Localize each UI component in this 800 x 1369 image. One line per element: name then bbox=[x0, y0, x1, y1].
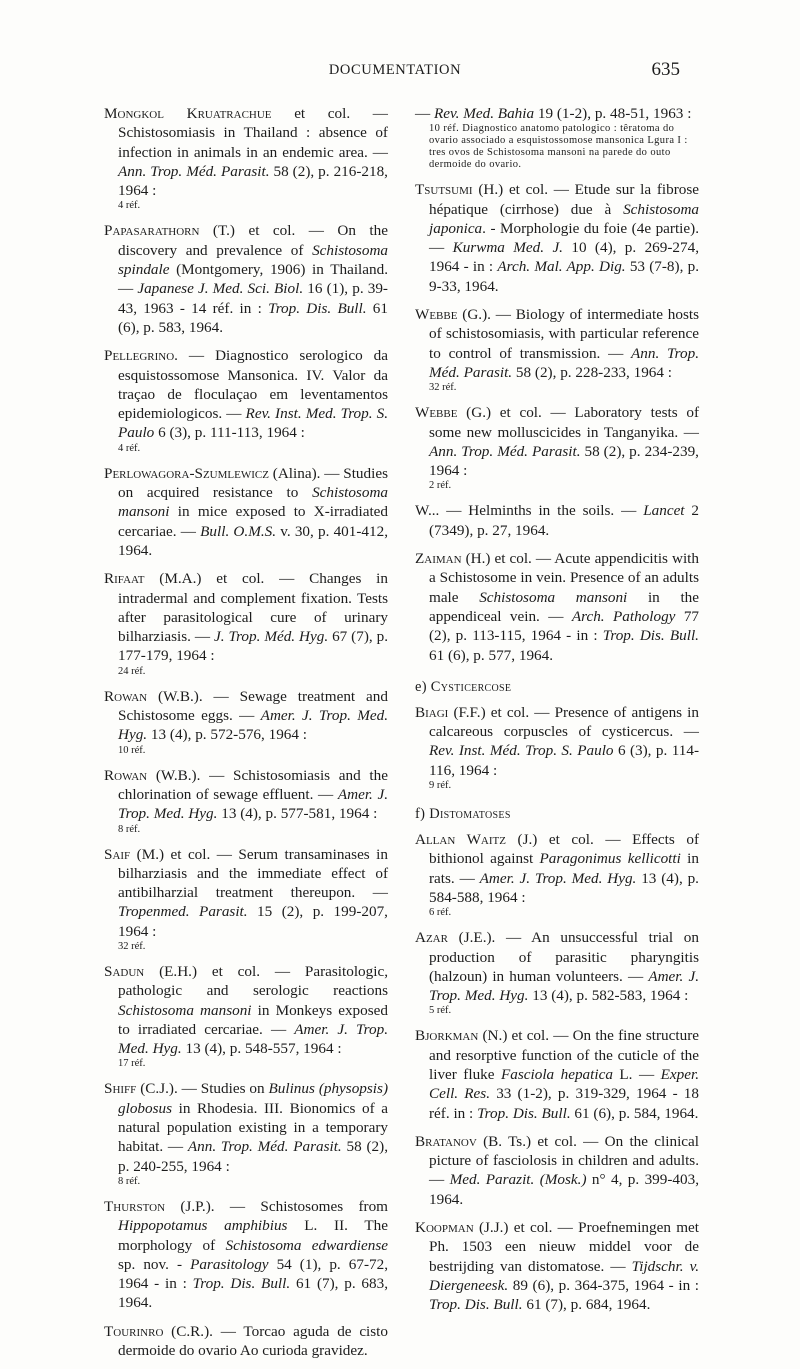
entry-text: sp. nov. - bbox=[118, 1255, 191, 1273]
entry-text: 13 (4), p. 548-557, 1964 : bbox=[181, 1040, 342, 1058]
entry-italic-text: Ann. Trop. Méd. Parasit. bbox=[429, 344, 699, 381]
entry-italic-text: Rev. Med. Bahia bbox=[433, 105, 535, 122]
running-head: DOCUMENTATION bbox=[328, 62, 462, 78]
entry-author: Mongkol Kruatrachue bbox=[104, 105, 272, 122]
bibliography-entry bbox=[415, 830, 699, 919]
entry-italic-text: Ann. Trop. Méd. Parasit. bbox=[187, 1138, 342, 1156]
entry-text: 58 (2), p. 234-239, 1964 : bbox=[429, 442, 699, 480]
bibliography-entry bbox=[415, 104, 699, 171]
entry-text: (G.). — Biology of intermediate hosts of schistosomiasis, with particular reference to control of transmission. — bbox=[429, 306, 699, 362]
entry-italic-text: Trop. Dis. Bull. bbox=[429, 1296, 523, 1314]
entry-text: 33 (1-2), p. 319-329, 1964 - 18 réf. in : bbox=[429, 1085, 699, 1122]
entry-italic-text: Arch. Pathology bbox=[571, 607, 676, 625]
entry-text: (M.A.) et col. — Changes in intradermal and complement fixation. Tests after parasitological cure of urinary bilharziasis. — bbox=[118, 570, 388, 646]
entry-reference-count: 17 réf. bbox=[118, 1058, 146, 1070]
entry-italic-text: J. Trop. Méd. Hyg. bbox=[214, 628, 329, 646]
entry-reference-count: 32 réf. bbox=[429, 382, 457, 394]
entry-author: Bjorkman bbox=[415, 1027, 479, 1045]
section-title: Distomatoses bbox=[429, 806, 511, 823]
entry-text: — bbox=[415, 105, 434, 122]
entry-text: 58 (2), p. 240-255, 1964 : bbox=[118, 1138, 388, 1175]
entry-author: Perlowagora-Szumlewicz bbox=[104, 464, 269, 482]
entry-text: 13 (4), p. 584-588, 1964 : bbox=[429, 869, 699, 906]
entry-author: Rowan bbox=[104, 687, 148, 705]
bibliography-entry bbox=[415, 1132, 699, 1209]
entry-text: 54 (1), p. 67-72, 1964 - in : bbox=[118, 1255, 388, 1293]
entry-italic-text: Schistosoma mansoni bbox=[479, 588, 628, 606]
entry-author: Rowan bbox=[104, 766, 148, 784]
entry-text: (W.B.). — Sewage treatment and Schistosome eggs. — bbox=[118, 687, 388, 725]
entry-text: . - Morphologie du foie (4e partie). — bbox=[429, 219, 699, 257]
entry-author: Webbe bbox=[415, 306, 458, 324]
entry-reference-count: 6 réf. bbox=[429, 907, 452, 919]
entry-reference-count: 4 réf. bbox=[118, 200, 141, 212]
entry-italic-text: Japanese J. Med. Sci. Biol. bbox=[137, 280, 304, 298]
section-prefix: e) bbox=[415, 678, 431, 695]
entry-author: Tsutsumi bbox=[415, 181, 473, 199]
entry-text: (B. Ts.) et col. — On the clinical picture of fasciolosis in children and adults. — bbox=[429, 1132, 699, 1189]
entry-italic-text: Trop. Dis. Bull. bbox=[602, 627, 699, 645]
entry-text: in the appendiceal vein. — bbox=[429, 588, 699, 625]
entry-italic-text: Amer. J. Trop. Med. Hyg. bbox=[118, 785, 389, 823]
entry-text: in Monkeys exposed to irradiated cercariae. — bbox=[118, 1001, 388, 1038]
entry-text: n° 4, p. 399-403, 1964. bbox=[429, 1171, 699, 1208]
bibliography-entry bbox=[415, 928, 699, 1017]
entry-italic-text: Paragonimus kellicotti bbox=[539, 850, 681, 868]
entry-author: Allan Waitz bbox=[415, 831, 506, 849]
entry-italic-text: Fasciola hepatica bbox=[501, 1065, 613, 1083]
entry-italic-text: Hippopotamus amphibius bbox=[118, 1217, 288, 1235]
entry-text: 13 (4), p. 582-583, 1964 : bbox=[528, 987, 689, 1005]
section-prefix: f) bbox=[415, 806, 430, 823]
entry-text: 61 (6), p. 577, 1964. bbox=[429, 646, 554, 664]
entry-text: 6 (3), p. 111-113, 1964 : bbox=[154, 424, 305, 442]
entry-text: (W.B.). — Schistosomiasis and the chlorination of sewage effluent. — bbox=[118, 766, 388, 803]
entry-text: 61 (7), p. 684, 1964. bbox=[522, 1296, 651, 1314]
entry-text: 67 (7), p. 177-179, 1964 : bbox=[118, 628, 388, 665]
entry-text: 58 (2), p. 216-218, 1964 : bbox=[118, 162, 388, 200]
entry-list bbox=[415, 703, 699, 792]
entry-italic-text: Tropenmed. Parasit. bbox=[118, 903, 248, 921]
entry-author: Shiff bbox=[104, 1080, 137, 1098]
entry-text: 2 (7349), p. 27, 1964. bbox=[429, 502, 700, 539]
page-number: 635 bbox=[651, 59, 680, 80]
entry-italic-text: Tijdschr. v. Diergeneesk. bbox=[429, 1257, 699, 1294]
entry-italic-text: Bull. O.M.S. bbox=[200, 522, 277, 540]
entry-italic-text: Med. Parazit. (Mosk.) bbox=[449, 1171, 587, 1189]
entry-italic-text: Exper. Cell. Res. bbox=[429, 1065, 699, 1103]
entry-text: in Rhodesia. III. Bionomics of a natural population existing in a temporary habitat. — bbox=[118, 1099, 388, 1156]
entry-text: 13 (4), p. 572-576, 1964 : bbox=[147, 726, 307, 744]
entry-italic-text: Arch. Mal. App. Dig. bbox=[497, 258, 626, 276]
entry-reference-count: 10 réf. bbox=[118, 744, 146, 756]
entry-italic-text: Schistosoma mansoni bbox=[118, 484, 388, 521]
entry-italic-text: Trop. Dis. Bull. bbox=[268, 299, 367, 317]
entry-text: 77 (2), p. 113-115, 1964 - in : bbox=[429, 607, 700, 645]
entry-italic-text: Schistosoma japonica bbox=[429, 200, 699, 237]
bibliography-entry bbox=[104, 1197, 388, 1313]
entry-reference-count: 8 réf. bbox=[118, 823, 141, 835]
entry-author: Pellegrino bbox=[104, 347, 175, 365]
entry-italic-text: Trop. Dis. Bull. bbox=[477, 1104, 571, 1122]
entry-text: 15 (2), p. 199-207, 1964 : bbox=[118, 903, 388, 940]
section-title: Cysticercose bbox=[430, 678, 512, 695]
entry-text: et col. — Schistosomiasis in Thailand : absence of infection in animals in an endemic area. — bbox=[118, 105, 388, 161]
bibliography-entry bbox=[104, 104, 388, 212]
entry-italic-text: Amer. J. Trop. Med. Hyg. bbox=[118, 707, 388, 744]
entry-author: Koopman bbox=[415, 1219, 474, 1237]
entry-reference-count: 10 réf. Diagnostico anatomo patologico : têratoma do ovario associado a esquistossomose mansonica Lgura I : tres ovos de Schistosoma mansoni na parede do outo dermoide do ovario. bbox=[429, 123, 688, 171]
entry-italic-text: Amer. J. Trop. Med. Hyg. bbox=[118, 1020, 388, 1058]
entry-italic-text: Schistosoma spindale bbox=[118, 241, 388, 279]
page-header bbox=[110, 59, 680, 84]
entry-text: (J.J.) et col. — Proefnemingen met Ph. 1503 een nieuw middel voor de bestrijding van distomatose. — bbox=[429, 1219, 699, 1275]
section-heading-distomatoses bbox=[415, 806, 699, 823]
entry-text: 61 (7), p. 683, 1964. bbox=[118, 1275, 388, 1312]
entry-italic-text: Ann. Trop. Méd. Parasit. bbox=[429, 442, 581, 460]
entry-author: Papasarathorn bbox=[104, 222, 200, 240]
bibliography-entry bbox=[104, 221, 388, 337]
entry-author: Sadun bbox=[104, 962, 145, 980]
entry-author: Bratanov bbox=[415, 1132, 477, 1150]
entry-text: 61 (6), p. 584, 1964. bbox=[570, 1104, 699, 1122]
entry-text: 13 (4), p. 577-581, 1964 : bbox=[217, 805, 378, 823]
entry-italic-text: Parasitology bbox=[190, 1255, 269, 1273]
right-column bbox=[415, 104, 699, 1324]
entry-text: L. — bbox=[612, 1065, 661, 1083]
entry-italic-text: Amer. J. Trop. Med. Hyg. bbox=[429, 967, 700, 1005]
entry-reference-count: 9 réf. bbox=[429, 780, 452, 792]
bibliography-entry bbox=[104, 569, 388, 677]
entry-reference-count: 32 réf. bbox=[118, 940, 146, 952]
entry-text: (G.) et col. — Laboratory tests of some new molluscicides in Tanganyika. — bbox=[429, 404, 699, 441]
entry-italic-text: Trop. Dis. Bull. bbox=[192, 1275, 291, 1293]
entry-text: (N.) et col. — On the fine structure and resorptive function of the cuticle of the liver fluke bbox=[429, 1027, 699, 1083]
entry-list bbox=[104, 104, 388, 1360]
entry-list bbox=[415, 104, 699, 665]
entry-text: (M.) et col. — Serum transaminases in bilharziasis and the immediate effect of antibilharzial treatment thereupon. — bbox=[118, 845, 388, 902]
bibliography-entry bbox=[415, 501, 699, 540]
bibliography-entry bbox=[104, 464, 388, 560]
entry-author: Rifaat bbox=[104, 570, 145, 588]
bibliography-entry bbox=[415, 403, 699, 492]
bibliography-entry bbox=[104, 962, 388, 1070]
entry-text: — Helminths in the soils. — bbox=[439, 502, 644, 520]
entry-italic-text: Rev. Inst. Med. Trop. S. Paulo bbox=[118, 405, 388, 442]
bibliography-entry bbox=[104, 346, 388, 454]
entry-author: Tourinro bbox=[104, 1322, 164, 1340]
entry-author: Biagi bbox=[415, 703, 449, 721]
entry-text: 53 (7-8), p. 9-33, 1964. bbox=[429, 258, 699, 295]
bibliography-entry bbox=[104, 687, 388, 757]
entry-text: v. 30, p. 401-412, 1964. bbox=[118, 522, 388, 559]
section-heading-cysticercose bbox=[415, 679, 699, 696]
entry-author: Zaiman bbox=[415, 550, 462, 568]
entry-text: 16 (1), p. 39-43, 1963 - 14 réf. in : bbox=[118, 280, 388, 317]
bibliography-entry bbox=[415, 1218, 699, 1314]
entry-italic-text: Schistosoma edwardiense bbox=[225, 1236, 388, 1254]
entry-italic-text: Rev. Inst. Méd. Trop. S. Paulo bbox=[429, 742, 614, 760]
bibliography-entry bbox=[415, 703, 699, 792]
entry-text: . — Diagnostico serologico da esquistossomose Mansonica. IV. Valor da traçao de floculaçao em leventamentos epidemiologicos. — bbox=[118, 347, 388, 423]
entry-reference-count: 24 réf. bbox=[118, 665, 146, 677]
left-column bbox=[104, 104, 388, 1369]
entry-author: Thurston bbox=[104, 1197, 166, 1215]
entry-text: 6 (3), p. 114-116, 1964 : bbox=[429, 742, 699, 779]
entry-text: 58 (2), p. 228-233, 1964 : bbox=[512, 363, 672, 381]
entry-reference-count: 4 réf. bbox=[118, 442, 141, 454]
bibliography-entry bbox=[104, 845, 388, 953]
entry-text: L. II. The morphology of bbox=[118, 1217, 388, 1254]
entry-text: 10 (4), p. 269-274, 1964 - in : bbox=[429, 239, 699, 276]
entry-text: (C.R.). — Torcao aguda de cisto dermoide do ovario Ao curioda gravidez. bbox=[118, 1322, 388, 1360]
entry-reference-count: 5 réf. bbox=[429, 1005, 452, 1017]
entry-text: (T.) et col. — On the discovery and prevalence of bbox=[118, 222, 388, 259]
entry-text: 89 (6), p. 364-375, 1964 - in : bbox=[508, 1276, 699, 1294]
entry-author: Webbe bbox=[415, 404, 458, 422]
bibliography-entry bbox=[415, 1026, 699, 1122]
entry-italic-text: Schistosoma mansoni bbox=[118, 1001, 252, 1019]
entry-italic-text: Ann. Trop. Méd. Parasit. bbox=[118, 162, 270, 180]
entry-text: (H.) et col. — Acute appendicitis with a Schistosome in vein. Presence of an adults male bbox=[429, 550, 699, 606]
entry-text: (Montgomery, 1906) in Thailand. — bbox=[118, 261, 388, 298]
entry-italic-text: Kurwma Med. J. bbox=[452, 239, 563, 257]
entry-text: (H.) et col. — Etude sur la fibrose hépatique (cirrhose) due à bbox=[429, 181, 699, 218]
bibliography-entry bbox=[104, 766, 388, 836]
entry-text: (J.E.). — An unsuccessful trial on production of parasitic pharyngitis (halzoun) in human volunteers. — bbox=[429, 929, 699, 985]
entry-italic-text: Bulinus (physopsis) globosus bbox=[118, 1080, 388, 1117]
entry-text: in mice exposed to X-irradiated cercariae. — bbox=[118, 503, 388, 540]
entry-reference-count: 2 réf. bbox=[429, 480, 452, 492]
entry-text: (Alina). — Studies on acquired resistance to bbox=[118, 464, 388, 502]
bibliography-entry bbox=[104, 1322, 388, 1361]
bibliography-entry bbox=[415, 305, 699, 394]
entry-text: (J.P.). — Schistosomes from bbox=[165, 1197, 388, 1215]
entry-text: (E.H.) et col. — Parasitologic, pathologic and serologic reactions bbox=[118, 962, 388, 1000]
entry-text: 19 (1-2), p. 48-51, 1963 : bbox=[534, 105, 692, 122]
entry-text: (J.) et col. — Effects of bithionol against bbox=[429, 831, 700, 868]
entry-reference-count: 8 réf. bbox=[118, 1175, 141, 1187]
entry-text: (C.J.). — Studies on bbox=[136, 1080, 269, 1098]
entry-italic-text: Amer. J. Trop. Med. Hyg. bbox=[479, 869, 637, 887]
entry-text: (F.F.) et col. — Presence of antigens in calcareous corpuscles of cysticercus. — bbox=[429, 703, 699, 741]
entry-text: in rats. — bbox=[429, 850, 699, 887]
bibliography-entry bbox=[415, 549, 699, 665]
bibliography-entry bbox=[415, 180, 699, 296]
entry-author: Azar bbox=[415, 929, 448, 947]
entry-italic-text: Lancet bbox=[643, 502, 685, 520]
entry-text: 61 (6), p. 583, 1964. bbox=[118, 299, 388, 336]
bibliography-entry bbox=[104, 1079, 388, 1187]
entry-author: Saif bbox=[104, 845, 131, 863]
entry-author: W... bbox=[415, 502, 440, 520]
